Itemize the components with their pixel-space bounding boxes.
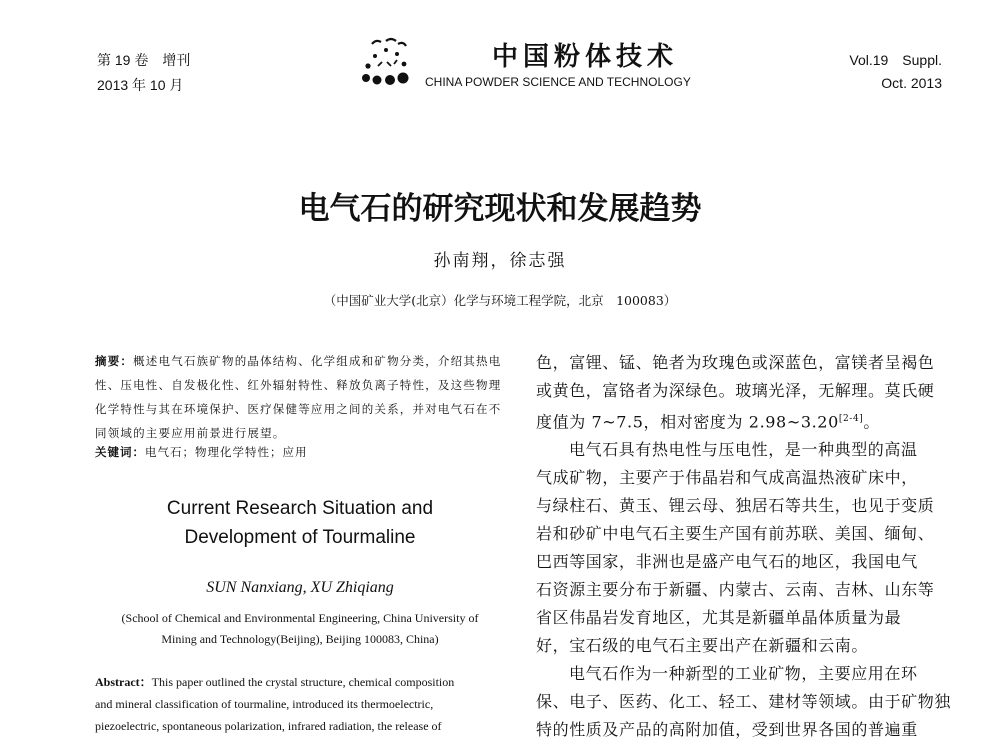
- body-line: 与绿柱石、黄玉、锂云母、独居石等共生，也见于变质: [536, 496, 935, 516]
- abstract-en-label: Abstract：: [95, 675, 152, 689]
- abstract-en-line-1: This paper outlined the crystal structure, chemical composition: [151, 675, 455, 689]
- keywords-cn-text: 电气石；物理化学特性；应用: [145, 445, 308, 459]
- body-line: 保、电子、医药、化工、轻工、建材等领域。由于矿物独: [536, 692, 952, 712]
- body-line: 电气石具有热电性与压电性，是一种典型的高温: [569, 440, 918, 460]
- abstract-cn: [95, 349, 505, 445]
- body-text-cn: [536, 349, 952, 744]
- affiliation-cn: （中国矿业大学(北京）化学与环境工程学院，北京 100083）: [323, 293, 677, 308]
- body-line-end: 。: [863, 412, 880, 432]
- body-line: 色，富锂、锰、铯者为玫瑰色或深蓝色，富镁者呈褐色: [536, 353, 935, 372]
- body-line: 巴西等国家，非洲也是盛产电气石的地区，我国电气: [536, 552, 918, 572]
- body-line-text: 度值为 7~7.5，相对密度为 2.98~3.20: [536, 412, 839, 432]
- journal-logo-icon: [360, 36, 414, 86]
- body-line: 石资源主要分布于新疆、内蒙古、云南、吉林、山东等: [536, 580, 935, 600]
- article-title-en: [95, 494, 505, 552]
- body-line: [536, 405, 946, 436]
- abstract-en-line-2: and mineral classification of tourmaline, introduced its thermoelectric,: [95, 697, 434, 711]
- abstract-cn-text: 概述电气石族矿物的晶体结构、化学组成和矿物分类，介绍其热电性、压电性、自发极化性、红外辐射特性、释放负离子特性，及这些物理化学特性与其在环境保护、医疗保健等应用之间的关系，并对电气石在不同领域的主要应用前景进行展望。: [95, 354, 502, 440]
- authors-cn: 孙南翔，徐志强: [433, 251, 567, 271]
- abstract-en: [95, 671, 505, 737]
- body-line: 或黄色，富铬者为深绿色。玻璃光泽，无解理。莫氏硬: [536, 381, 935, 400]
- journal-title-cn: 中国粉体技术: [492, 42, 679, 72]
- article-title-en-line-1: Current Research Situation and: [166, 498, 434, 519]
- affiliation-en-line-1: (School of Chemical and Environmental Engineering, China University of: [121, 611, 479, 625]
- body-line: 电气石作为一种新型的工业矿物，主要应用在环: [569, 664, 918, 684]
- affiliation-en: [95, 608, 505, 650]
- affiliation-en-line-2: Mining and Technology(Beijing), Beijing 100083, China): [161, 632, 439, 646]
- body-line: 特的性质及产品的高附加值，受到世界各国的普遍重: [536, 720, 918, 740]
- body-line: 岩和砂矿中电气石主要生产国有前苏联、美国、缅甸、: [536, 524, 935, 544]
- issue-date-en: Oct. 2013: [881, 75, 942, 91]
- keywords-cn: [95, 444, 505, 460]
- abstract-cn-label: 摘要：: [95, 354, 134, 368]
- volume-issue-en: Vol.19 Suppl.: [849, 52, 942, 68]
- authors-en: SUN Nanxiang, XU Zhiqiang: [206, 579, 394, 596]
- body-line: 省区伟晶岩发育地区，尤其是新疆单晶体质量为最: [536, 608, 902, 628]
- body-line: 气成矿物，主要产于伟晶岩和气成高温热液矿床中，: [536, 468, 918, 488]
- article-title-en-line-2: Development of Tourmaline: [184, 527, 416, 548]
- keywords-cn-label: 关键词：: [95, 445, 145, 459]
- body-line: 好，宝石级的电气石主要出产在新疆和云南。: [536, 636, 869, 656]
- article-title-cn: 电气石的研究现状和发展趋势: [298, 191, 702, 227]
- citation-ref: [2-4]: [838, 414, 864, 424]
- journal-title-en: CHINA POWDER SCIENCE AND TECHNOLOGY: [425, 75, 691, 89]
- volume-issue-cn: 第 19 卷 增刊: [97, 52, 191, 68]
- abstract-en-line-3: piezoelectric, spontaneous polarization, infrared radiation, the release of: [95, 719, 442, 733]
- issue-date-cn: 2013 年 10 月: [97, 77, 184, 93]
